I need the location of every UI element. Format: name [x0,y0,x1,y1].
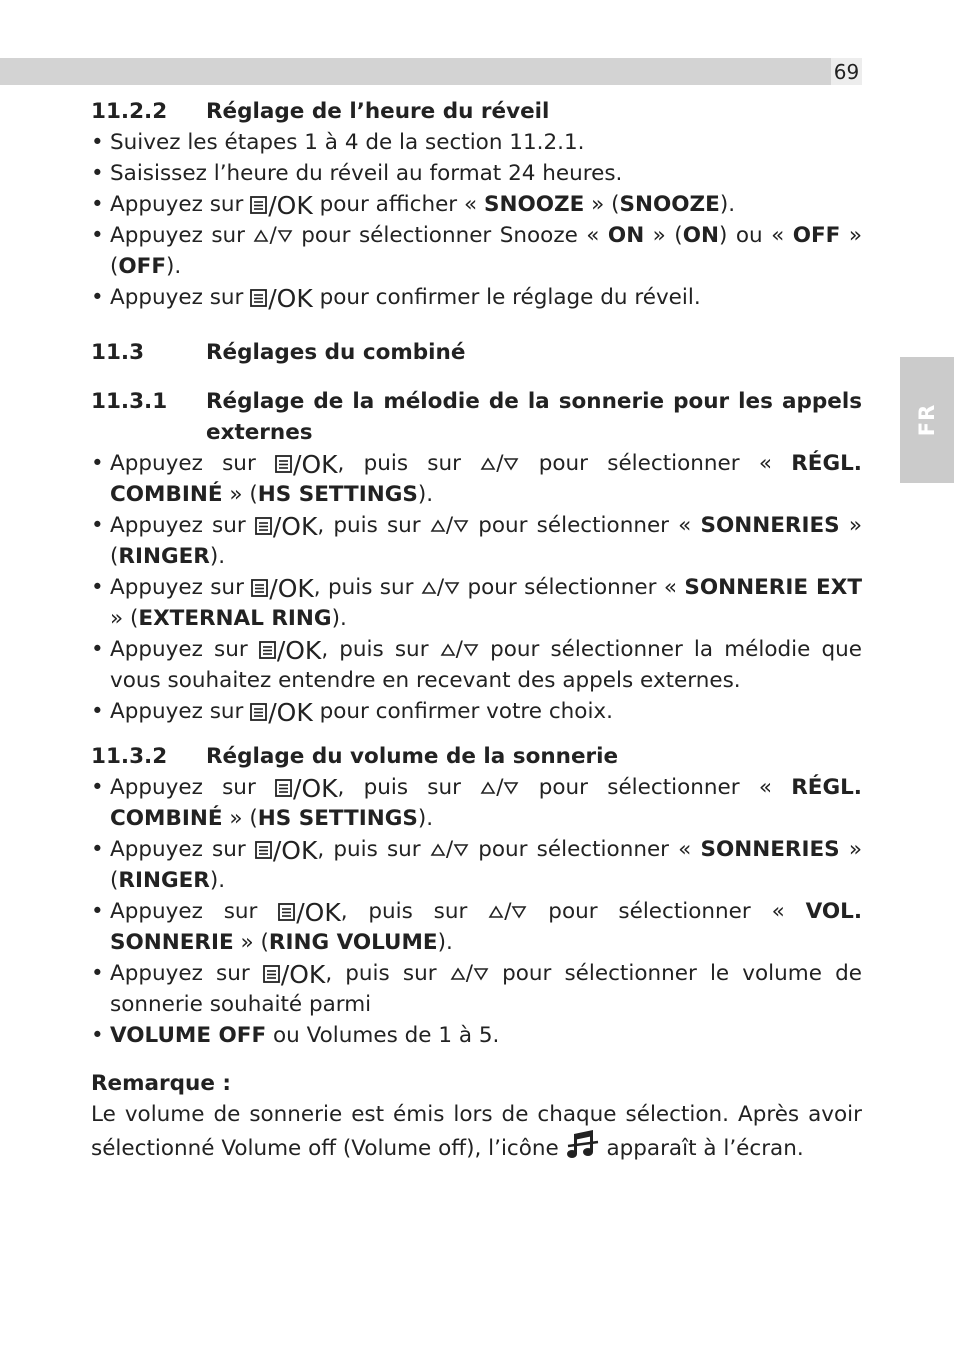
ringer-off-icon [566,1130,600,1161]
up-down-arrows-icon: / [421,572,460,603]
section-title: Réglage de la mélodie de la sonnerie pour les appels externes [206,389,862,445]
menu-ok-icon: /OK [259,638,322,663]
list-item: • Suivez les étapes 1 à 4 de la section 11.2.1. [91,127,862,158]
section-title: Réglages du combiné [206,340,466,365]
section-heading [91,741,862,772]
menu-ok-icon: /OK [250,193,313,218]
list-item: • Saisissez l’heure du réveil au format 24 heures. [91,158,862,189]
list-item: • Appuyez sur /OK , puis sur / pour sélectionner la mélodie que vous souhaitez entendre en recevant des appels externes. [91,634,862,696]
list-item: • Appuyez sur /OK pour confirmer votre choix. [91,696,862,727]
section-heading [91,337,862,368]
menu-ok-icon: /OK [250,700,313,725]
section-number: 11.3.1 [91,389,168,414]
section-number: 11.2.2 [91,99,168,124]
list-item: • Appuyez sur /OK , puis sur / pour sélectionner le volume de sonnerie souhaité parmi [91,958,862,1020]
header-bar [0,58,862,85]
list-item: • Appuyez sur / pour sélectionner Snooze « ON » (ON) ou « OFF » (OFF). [91,220,862,282]
menu-ok-icon: /OK [263,962,326,987]
menu-ok-icon: /OK [255,514,318,539]
list-item: • Appuyez sur /OK , puis sur / pour sélectionner « SONNERIES » (RINGER). [91,510,862,572]
menu-ok-icon: /OK [251,576,314,601]
bullet-list [91,772,862,1051]
section-number: 11.3.2 [91,744,168,769]
note-label: Remarque : [91,1071,232,1096]
menu-ok-icon: /OK [275,452,338,477]
page-content [91,96,862,1164]
language-tab-label: FR [915,403,939,437]
up-down-arrows-icon: / [488,896,527,927]
list-item: • Appuyez sur /OK , puis sur / pour sélectionner « VOL. SONNERIE » (RING VOLUME). [91,896,862,958]
note-text: Le volume de sonnerie est émis lors de chaque sélection. Après avoir sélectionné Volume off (Volume off), l’icône apparaît à l’écran. [91,1102,862,1161]
menu-ok-icon: /OK [275,776,338,801]
section-title: Réglage du volume de la sonnerie [206,744,619,769]
up-down-arrows-icon: / [450,958,489,989]
up-down-arrows-icon: / [430,834,469,865]
page-number: 69 [831,58,862,85]
up-down-arrows-icon: / [430,510,469,541]
section-heading [91,96,862,127]
section-number: 11.3 [91,340,145,365]
menu-ok-icon: /OK [250,286,313,311]
menu-ok-icon: /OK [255,838,318,863]
bullet-list [91,448,862,727]
language-tab [900,357,954,483]
up-down-arrows-icon: / [480,772,519,803]
section-heading [91,386,862,448]
list-item: • Appuyez sur /OK , puis sur / pour sélectionner « SONNERIE EXT » (EXTERNAL RING). [91,572,862,634]
list-item: • Appuyez sur /OK pour confirmer le réglage du réveil. [91,282,862,313]
menu-ok-icon: /OK [278,900,341,925]
list-item: • Appuyez sur /OK , puis sur / pour sélectionner « RÉGL. COMBINÉ » (HS SETTINGS). [91,772,862,834]
list-item: • Appuyez sur /OK , puis sur / pour sélectionner « RÉGL. COMBINÉ » (HS SETTINGS). [91,448,862,510]
bullet-list [91,127,862,313]
up-down-arrows-icon: / [253,220,292,251]
list-item: • Appuyez sur /OK , puis sur / pour sélectionner « SONNERIES » (RINGER). [91,834,862,896]
section-title: Réglage de l’heure du réveil [206,99,550,124]
up-down-arrows-icon: / [440,634,479,665]
list-item: • Appuyez sur /OK pour afficher « SNOOZE » (SNOOZE). [91,189,862,220]
list-item: • VOLUME OFF ou Volumes de 1 à 5. [91,1020,862,1051]
up-down-arrows-icon: / [480,448,519,479]
